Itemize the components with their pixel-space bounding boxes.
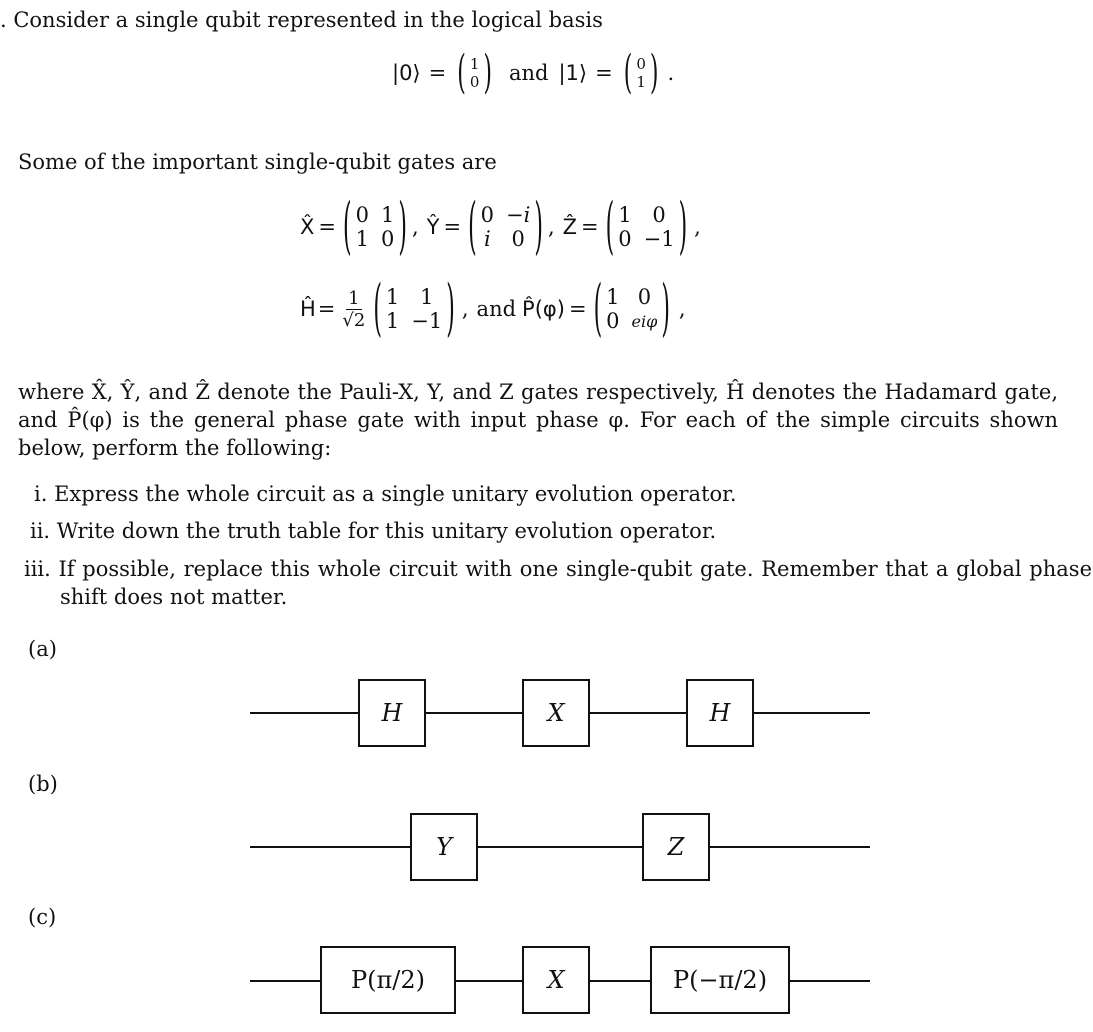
- z-gate-matrix: ( 1 0 0 −1 ): [605, 192, 688, 262]
- intro-text: . Consider a single qubit represented in the logical basis: [0, 8, 603, 32]
- basis-equation: |0⟩ = ( 1 0 ) and |1⟩ = ( 0 1 ) .: [392, 46, 675, 100]
- hadamard-gate: H: [686, 679, 754, 747]
- phase-gate-minus: P(−π/2): [650, 946, 790, 1014]
- x-gate-label: X̂: [300, 215, 315, 239]
- h-gate-label: Ĥ: [300, 297, 316, 321]
- x-gate-matrix: ( 0 1 1 0 ): [343, 192, 407, 262]
- h-gate-matrix: ( 1 1 1 −1 ): [373, 274, 455, 344]
- y-gate-label: Ŷ: [426, 215, 440, 239]
- and-word: and: [508, 61, 549, 85]
- equals-sign: =: [428, 61, 447, 85]
- qubit-wire: [250, 846, 870, 848]
- p-gate-label: P̂(φ): [522, 297, 565, 321]
- circuit-b-label: (b): [28, 772, 58, 796]
- description-paragraph: where X̂, Ŷ, and Ẑ denote the Pauli-X, Y, and Z gates respectively, Ĥ denotes the Hadamard gate, and P̂(φ) is the general phase gate with input phase φ. For each of the simple circuits shown below, perform the following:: [18, 380, 1058, 460]
- pauli-z-gate: Z: [642, 813, 710, 881]
- phase-gate-plus: P(π/2): [320, 946, 456, 1014]
- pauli-x-gate: X: [522, 946, 590, 1014]
- circuit-c-label: (c): [28, 905, 57, 929]
- pauli-gates-equation: X̂ = ( 0 1 1 0 ) , Ŷ = ( 0 −i i 0 ) , Ẑ = ( 1 0 0 −1 ) ,: [300, 192, 701, 262]
- ket0-vector: ( 1 0 ): [457, 46, 492, 100]
- ket0-label: |0⟩: [392, 61, 421, 85]
- task-item-i: i. Express the whole circuit as a single unitary evolution operator.: [34, 482, 737, 506]
- z-gate-label: Ẑ: [562, 215, 578, 239]
- task-item-ii: ii. Write down the truth table for this unitary evolution operator.: [30, 519, 717, 543]
- pauli-y-gate: Y: [410, 813, 478, 881]
- ket1-vector: ( 0 1 ): [623, 46, 659, 100]
- task-item-iii: iii. If possible, replace this whole circuit with one single-qubit gate. Remember that a global phase shift does not matter.: [24, 557, 1092, 609]
- h-normalization: $\frac{1}{√2}$: [342, 287, 366, 331]
- y-gate-matrix: ( 0 −i i 0 ): [468, 192, 543, 262]
- ket1-label: |1⟩: [558, 61, 588, 85]
- hadamard-gate: H: [358, 679, 426, 747]
- gates-intro-text: Some of the important single-qubit gates are: [18, 150, 497, 174]
- circuit-a-label: (a): [28, 637, 57, 661]
- hadamard-phase-equation: Ĥ = $\frac{1}{√2}$ ( 1 1 1 −1 ) , and P̂(φ) = ( 1 0 0 eiφ ) ,: [300, 274, 686, 344]
- pauli-x-gate: X: [522, 679, 590, 747]
- p-gate-matrix: ( 1 0 0 eiφ ): [593, 274, 670, 344]
